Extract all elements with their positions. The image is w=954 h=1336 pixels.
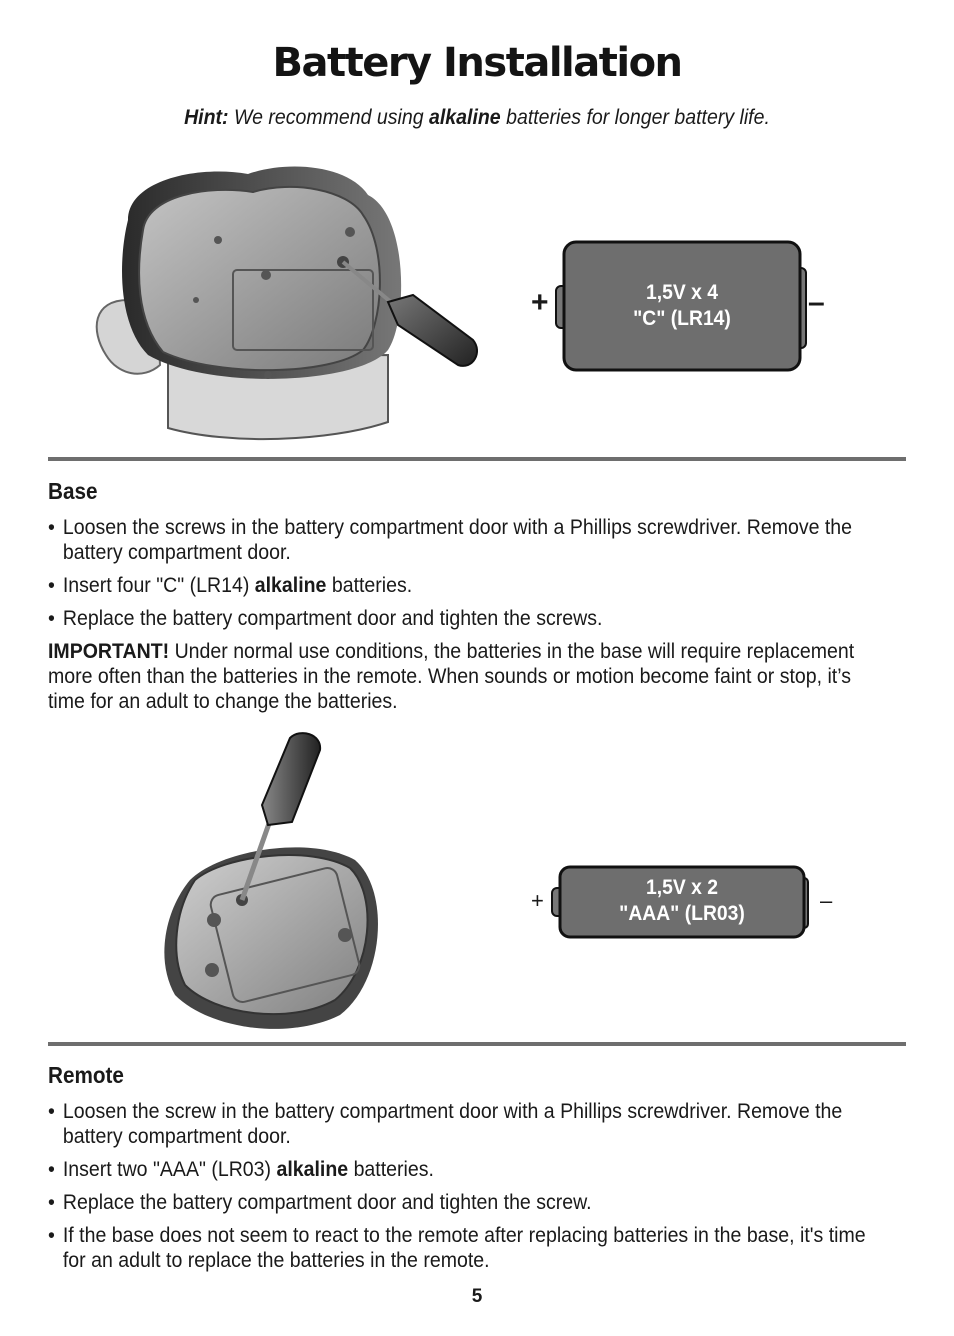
- section-divider: [48, 1042, 906, 1046]
- aaa-battery-type: "AAA" (LR03): [619, 902, 745, 925]
- hint-text: [33, 106, 920, 130]
- list-item-text: Insert four "C" (LR14): [62, 574, 255, 597]
- aaa-battery-label: [575, 875, 788, 927]
- list-item: • Replace the battery compartment door and tighten the screws.: [48, 606, 876, 631]
- important-text: Under normal use conditions, the batteries in the base will require replacement more often than the batteries in the remote. When sounds or motion become faint or stop, it’s time for an adult to change the batteries.: [48, 640, 855, 713]
- hint-post: batteries for longer battery life.: [500, 106, 770, 129]
- c-battery-plus: +: [531, 286, 549, 319]
- c-battery-type: "C" (LR14): [633, 307, 731, 330]
- list-item: • Replace the battery compartment door and tighten the screw.: [48, 1190, 876, 1215]
- section-divider: [48, 457, 906, 461]
- c-battery-voltage: 1,5V x 4: [646, 281, 718, 304]
- hint-label: Hint:: [184, 106, 229, 129]
- remote-heading: Remote: [48, 1062, 124, 1088]
- remote-instructions: [48, 1099, 876, 1281]
- list-item: [48, 573, 876, 598]
- hint-pre: We recommend using: [228, 106, 430, 129]
- important-label: IMPORTANT!: [48, 640, 170, 663]
- list-item-emphasis: alkaline: [276, 1158, 349, 1181]
- list-item: • Loosen the screw in the battery compartment door with a Phillips screwdriver. Remove the battery compartment door.: [48, 1099, 876, 1149]
- c-battery-label: [575, 280, 788, 332]
- list-item-emphasis: alkaline: [254, 574, 327, 597]
- list-item: • Loosen the screws in the battery compartment door with a Phillips screwdriver. Remove the battery compartment door.: [48, 515, 876, 565]
- base-heading: Base: [48, 478, 98, 504]
- list-item-text: batteries.: [348, 1158, 434, 1181]
- aaa-battery-voltage: 1,5V x 2: [646, 876, 718, 899]
- important-note: [48, 639, 876, 714]
- list-item-text: Insert two "AAA" (LR03): [62, 1158, 277, 1181]
- base-instructions: [48, 515, 876, 714]
- list-item: [48, 1157, 876, 1182]
- list-item-text: batteries.: [326, 574, 413, 597]
- page-title: Battery Installation: [272, 40, 682, 86]
- list-item: • If the base does not seem to react to the remote after replacing batteries in the base, it's time for an adult to replace the batteries in the remote.: [48, 1223, 876, 1273]
- aaa-battery-minus: –: [820, 888, 833, 913]
- base-unit-illustration: [88, 160, 488, 445]
- hint-emphasis: alkaline: [429, 106, 501, 129]
- aaa-battery-plus: +: [531, 888, 544, 913]
- c-battery-minus: –: [808, 286, 825, 319]
- page-number: 5: [471, 1286, 483, 1307]
- remote-illustration: [150, 730, 390, 1035]
